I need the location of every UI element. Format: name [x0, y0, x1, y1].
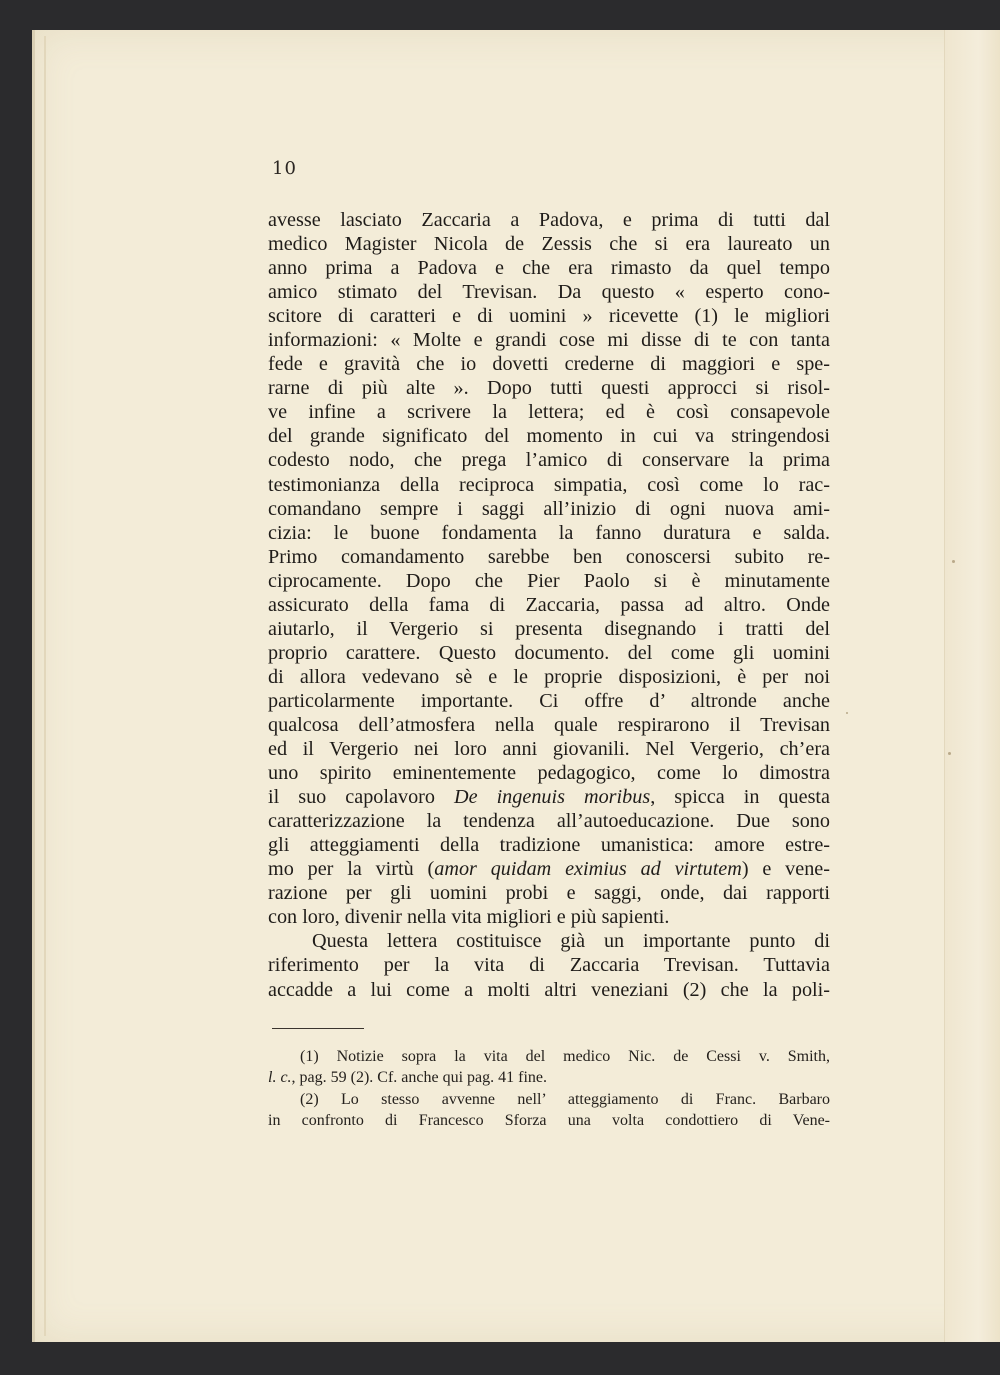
italic-abbrev: l. c.: [268, 1069, 292, 1087]
body-text: [268, 208, 830, 1002]
page-number: 10: [272, 158, 297, 179]
text-line: rarne di più alte ». Dopo tutti questi approcci si risol-: [268, 377, 830, 400]
text-line: di allora vedevano sè e le proprie disposizioni, è per noi: [268, 665, 830, 688]
text-line: proprio carattere. Questo documento. del come gli uomini: [268, 641, 830, 664]
text-segment: il suo capolavoro: [268, 786, 435, 809]
text-line: con loro, divenir nella vita migliori e più sapienti.: [268, 906, 670, 929]
text-line: ve infine a scrivere la lettera; ed è così consapevole: [268, 401, 830, 424]
text-line: del grande significato del momento in cui va stringendosi: [268, 425, 830, 448]
text-segment: mo per la virtù (: [268, 858, 435, 881]
text-line: caratterizzazione la tendenza all’autoeducazione. Due sono: [268, 810, 830, 833]
text-line: [268, 857, 830, 881]
footnote-line: [268, 1067, 830, 1088]
text-line: scitore di caratteri e di uomini » ricevette (1) le migliori: [268, 305, 830, 328]
text-line: assicurato della fama di Zaccaria, passa ad altro. Onde: [268, 593, 830, 616]
text-line: particolarmente importante. Ci offre d’ altronde anche: [268, 689, 830, 712]
text-line: codesto nodo, che prega l’amico di conservare la prima: [268, 449, 830, 472]
text-line: cizia: le buone fondamenta la fanno duratura e salda.: [268, 521, 830, 544]
page-fold: [944, 30, 1000, 1342]
text-segment: , pag. 59 (2). Cf. anche qui pag. 41 fine.: [291, 1069, 548, 1087]
text-line: gli atteggiamenti della tradizione umanistica: amore estre-: [268, 834, 830, 857]
text-line: razione per gli uomini probi e saggi, onde, dai rapporti: [268, 882, 830, 905]
paper-speck: [948, 752, 951, 755]
text-line: aiutarlo, il Vergerio si presenta disegnando i tratti del: [268, 617, 830, 640]
text-line: testimonianza della reciproca simpatia, così come lo rac-: [268, 473, 830, 496]
text-line: amico stimato del Trevisan. Da questo « esperto cono-: [268, 281, 830, 304]
text-line: fede e gravità che io dovetti crederne di maggiori e spe-: [268, 353, 830, 376]
text-line: ed il Vergerio nei loro anni giovanili. Nel Vergerio, ch’era: [268, 738, 830, 761]
text-line: riferimento per la vita di Zaccaria Trevisan. Tuttavia: [268, 954, 830, 977]
text-segment: ) e vene-: [741, 858, 830, 881]
text-line: medico Magister Nicola de Zessis che si era laureato un: [268, 233, 830, 256]
page-binding-edge: [44, 36, 46, 1336]
text-segment: , spicca in questa: [650, 786, 831, 809]
footnotes: [268, 1046, 830, 1132]
text-line: anno prima a Padova e che era rimasto da quel tempo: [268, 257, 830, 280]
paper-speck: [952, 560, 955, 563]
footnote-line: (2) Lo stesso avvenne nell’ atteggiamento di Franc. Barbaro: [300, 1090, 830, 1108]
text-line: accadde a lui come a molti altri veneziani (2) che la poli-: [268, 978, 830, 1001]
text-line: qualcosa dell’atmosfera nella quale respirarono il Trevisan: [268, 713, 830, 736]
text-line: uno spirito eminentemente pedagogico, come lo dimostra: [268, 762, 830, 785]
paper-speck: [846, 712, 848, 714]
italic-latin-phrase: amor quidam eximius ad virtutem: [434, 858, 742, 881]
text-line: comandano sempre i saggi all’inizio di ogni nuova ami-: [268, 497, 830, 520]
footnote-line: (1) Notizie sopra la vita del medico Nic. de Cessi v. Smith,: [300, 1048, 830, 1065]
text-line: ciprocamente. Dopo che Pier Paolo si è minutamente: [268, 569, 830, 592]
text-line: [268, 785, 830, 809]
text-line: informazioni: « Molte e grandi cose mi disse di te con tanta: [268, 329, 830, 352]
text-line: Questa lettera costituisce già un importante punto di: [312, 930, 830, 953]
italic-title: De ingenuis moribus: [454, 786, 651, 809]
text-line: Primo comandamento sarebbe ben conoscersi subito re-: [268, 545, 830, 568]
text-line: avesse lasciato Zaccaria a Padova, e prima di tutti dal: [268, 209, 830, 231]
footnote-line: in confronto di Francesco Sforza una volta condottiero di Vene-: [268, 1112, 830, 1130]
footnote-separator: [272, 1028, 364, 1029]
